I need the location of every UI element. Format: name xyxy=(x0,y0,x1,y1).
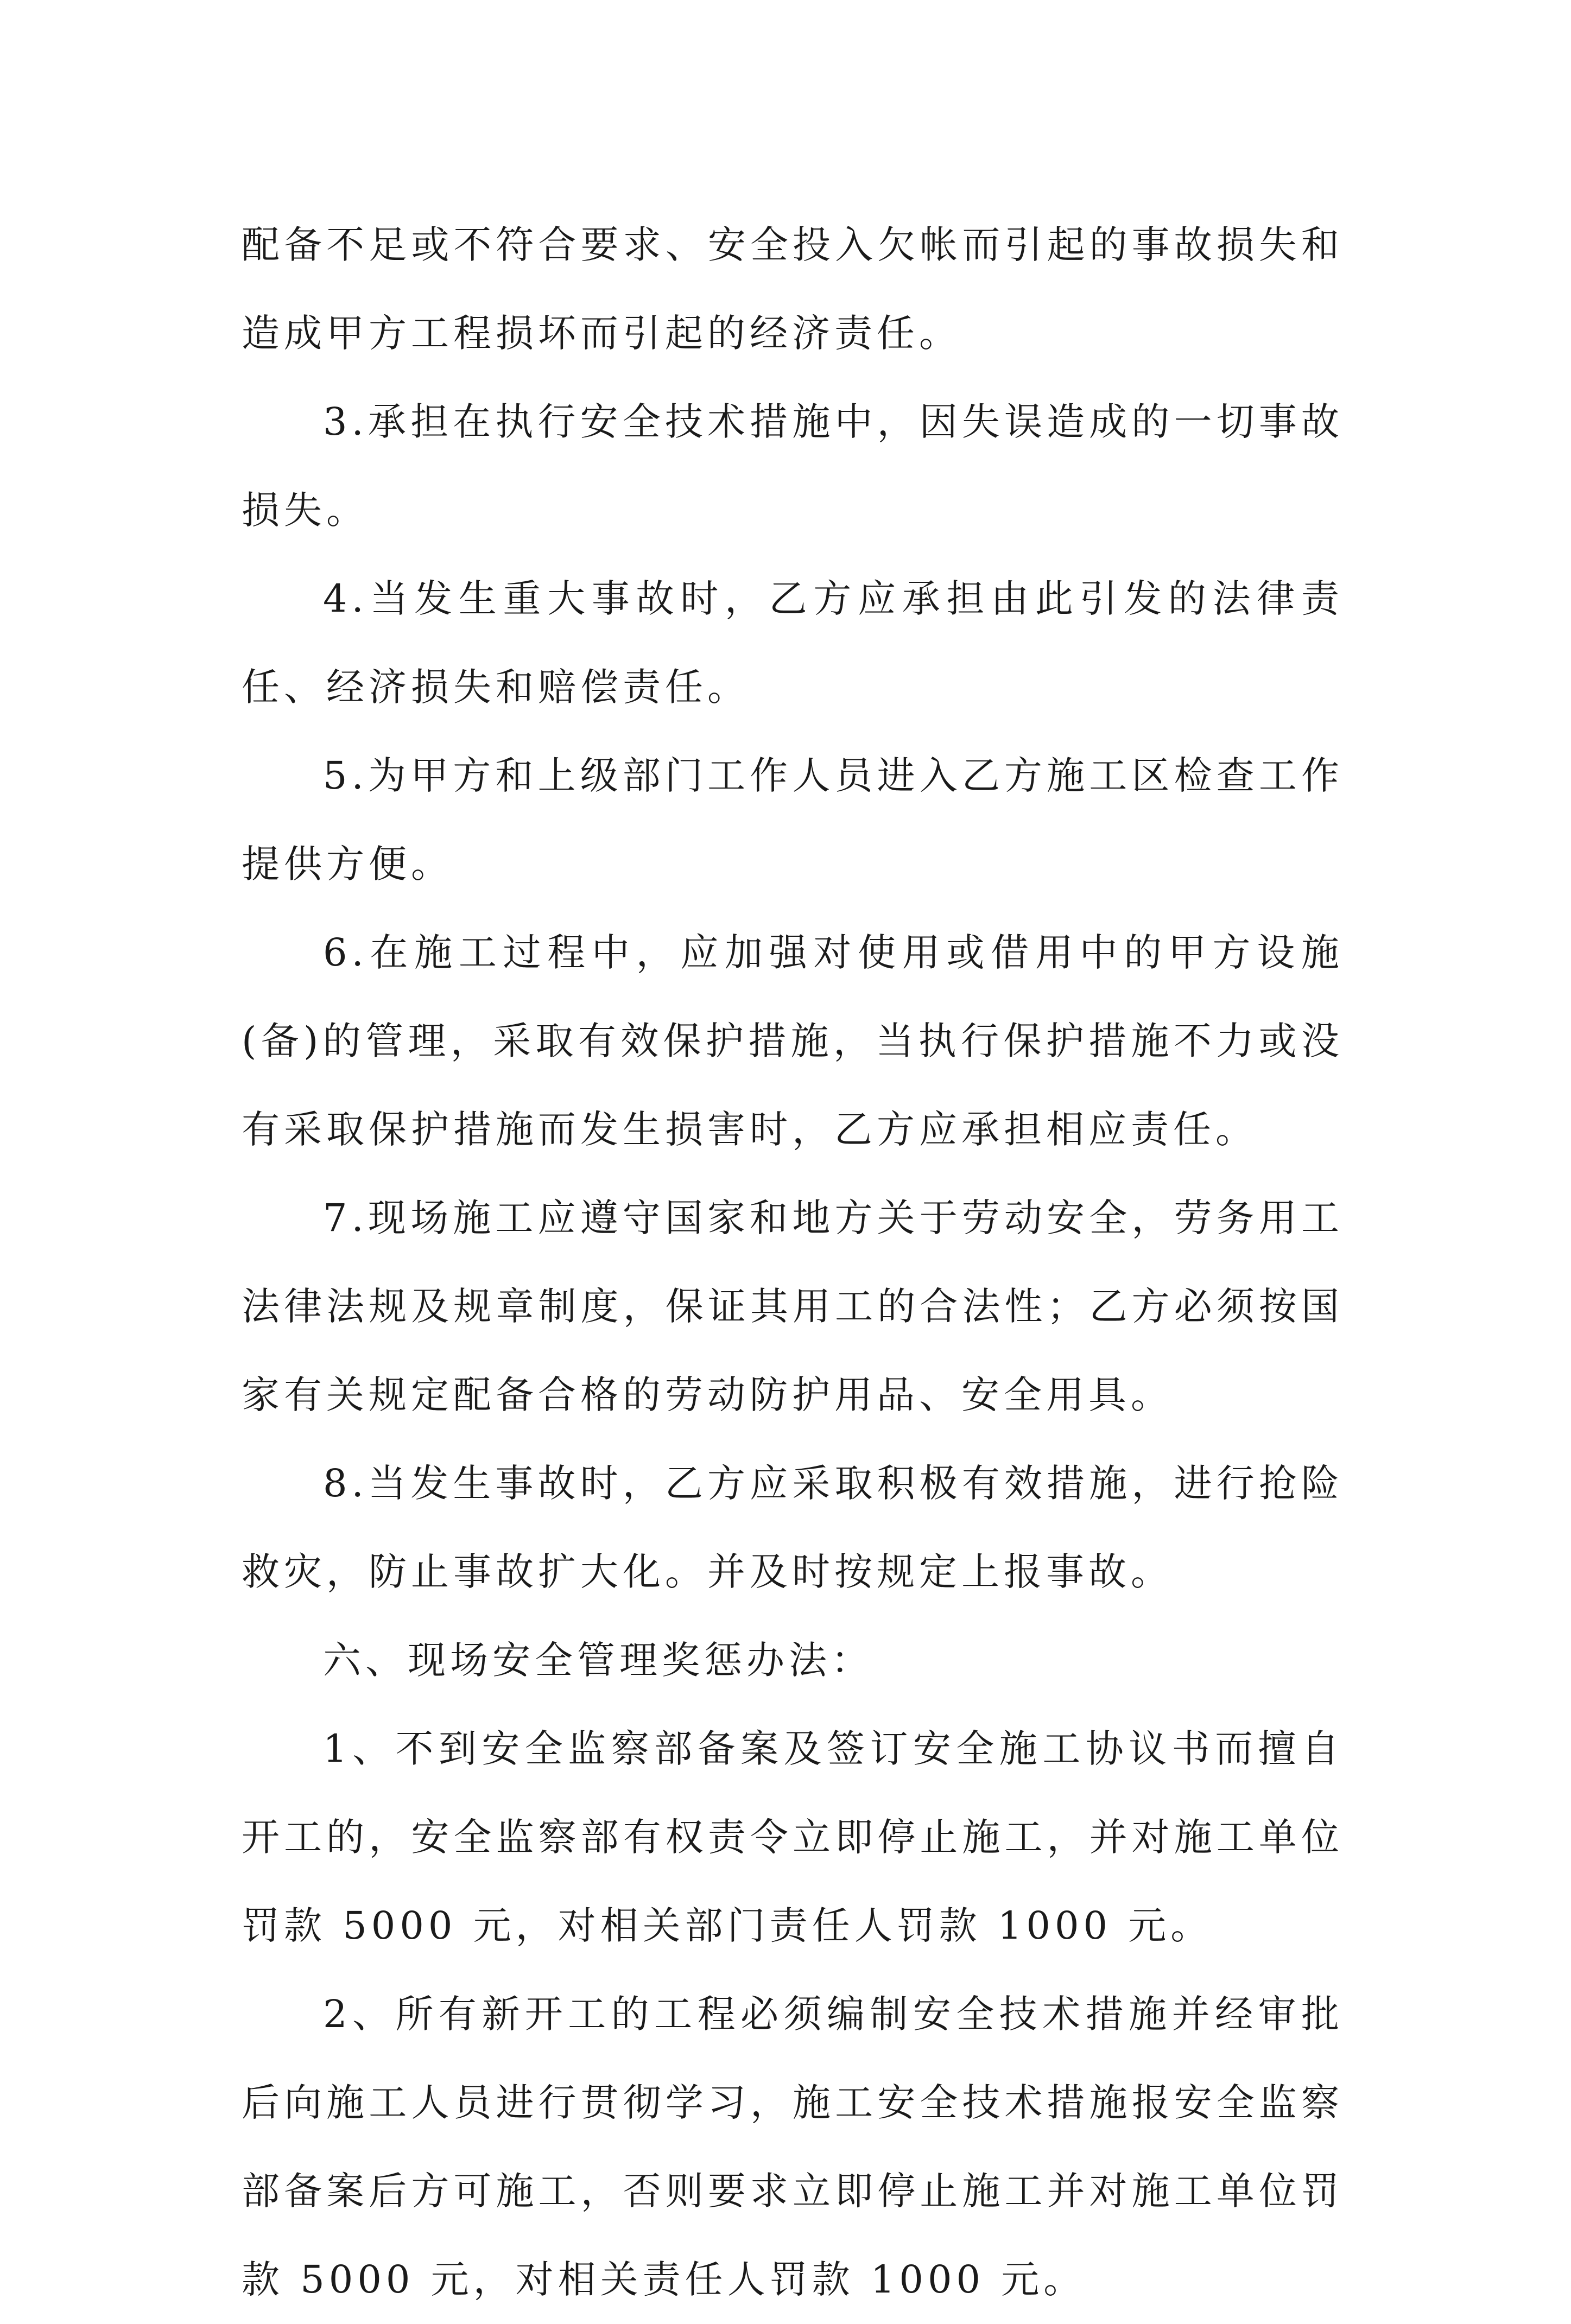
paragraph-continuation: 配备不足或不符合要求、安全投入欠帐而引起的事故损失和造成甲方工程损坏而引起的经济责任。 xyxy=(242,223,1344,355)
section-heading-six: 六、现场安全管理奖惩办法： xyxy=(323,1638,873,1682)
paragraph-item-4: 4.当发生重大事故时，乙方应承担由此引发的法律责任、经济损失和赔偿责任。 xyxy=(242,576,1344,709)
paragraph-item-3: 3.承担在执行安全技术措施中，因失误造成的一切事故损失。 xyxy=(242,399,1344,532)
paragraph-rule-2: 2、所有新开工的工程必须编制安全技术措施并经审批后向施工人员进行贯彻学习，施工安全技术措施报安全监察部备案后方可施工，否则要求立即停止施工并对施工单位罚款 5000 元，对相关责任人罚款 1000 元。 xyxy=(242,1992,1344,2302)
paragraph-item-7: 7.现场施工应遵守国家和地方关于劳动安全，劳务用工法律法规及规章制度，保证其用工的合法性；乙方必须按国家有关规定配备合格的劳动防护用品、安全用具。 xyxy=(242,1196,1344,1417)
document-body xyxy=(242,201,1344,2324)
paragraph-item-6: 6.在施工过程中，应加强对使用或借用中的甲方设施(备)的管理，采取有效保护措施，当执行保护措施不力或没有采取保护措施而发生损害时，乙方应承担相应责任。 xyxy=(242,930,1344,1152)
paragraph-rule-1: 1、不到安全监察部备案及签订安全施工协议书而擅自开工的，安全监察部有权责令立即停止施工，并对施工单位罚款 5000 元，对相关部门责任人罚款 1000 元。 xyxy=(242,1726,1344,1948)
paragraph-item-8: 8.当发生事故时，乙方应采取积极有效措施，进行抢险救灾，防止事故扩大化。并及时按规定上报事故。 xyxy=(242,1461,1344,1594)
paragraph-item-5: 5.为甲方和上级部门工作人员进入乙方施工区检查工作提供方便。 xyxy=(242,753,1344,886)
